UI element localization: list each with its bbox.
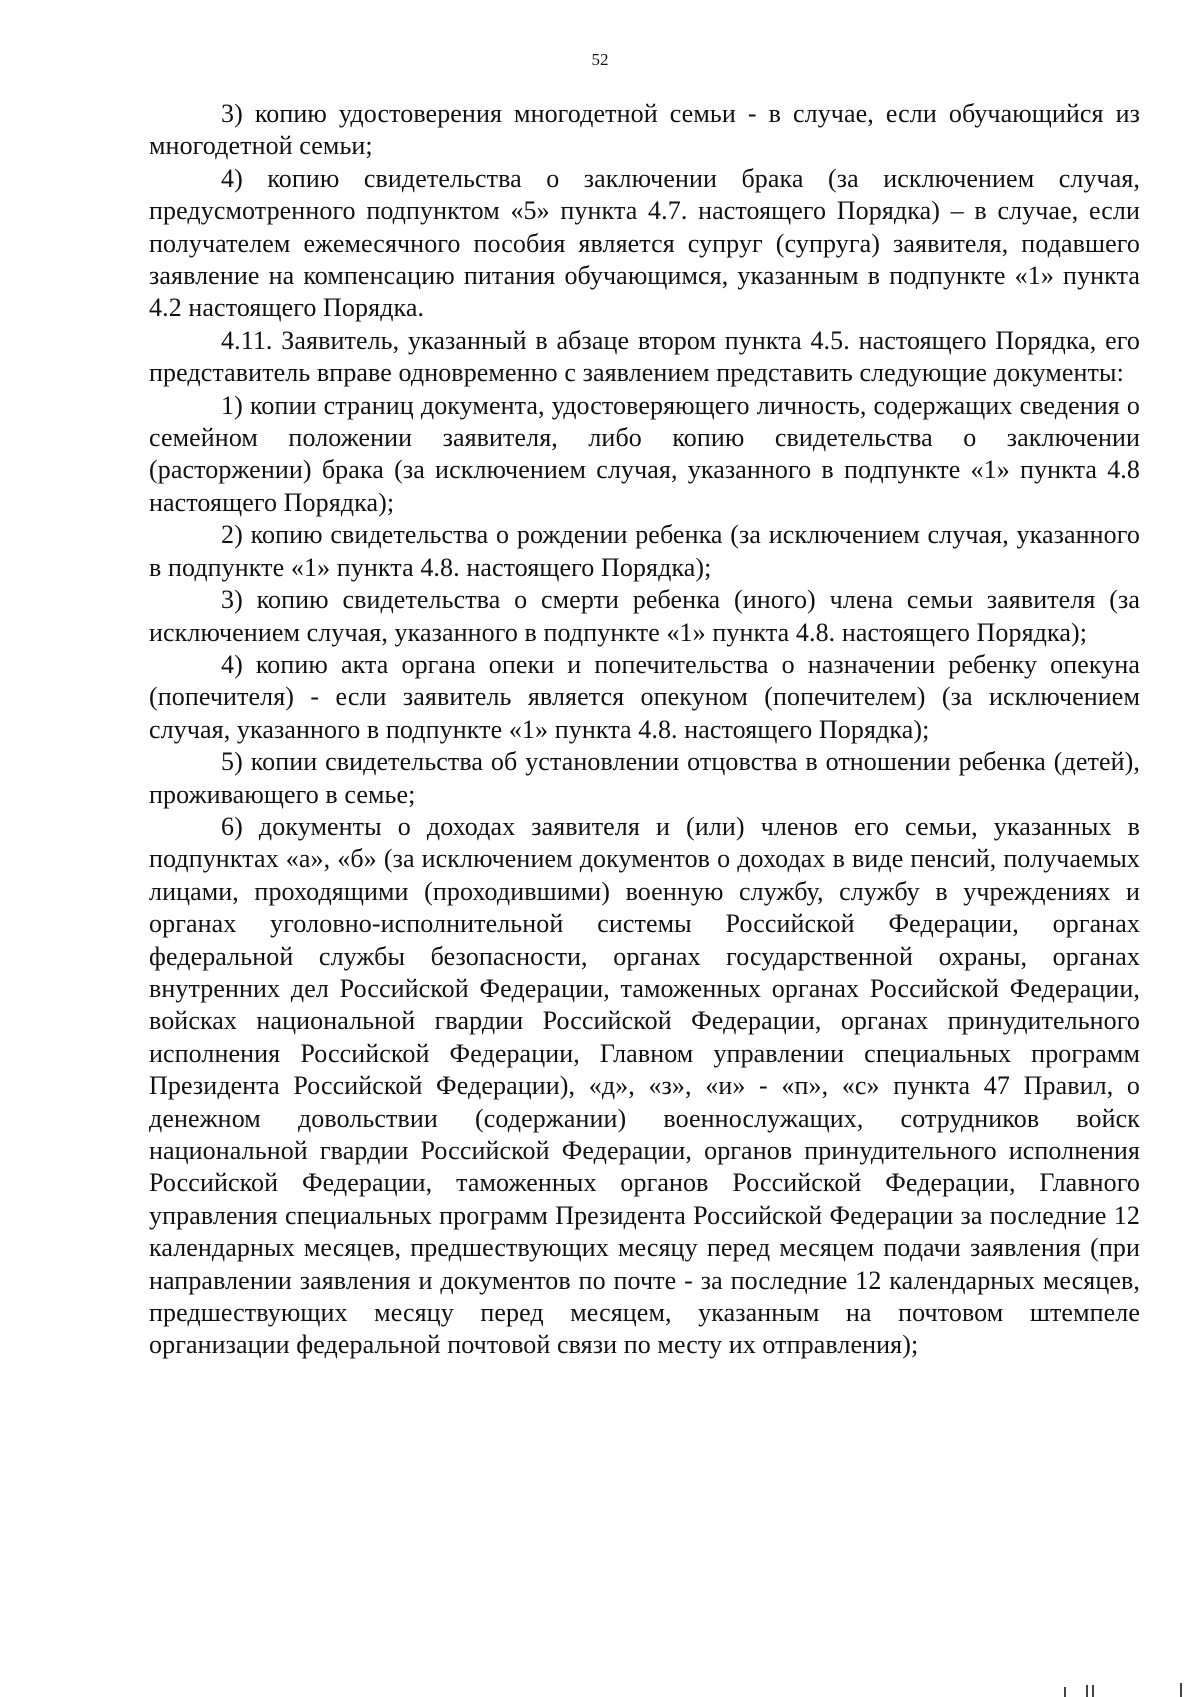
paragraph-item-2-birth-certificate: 2) копию свидетельства о рождении ребенка (за исключением случая, указанного в подпункте «1» пункта 4.8. настоящего Порядка); <box>149 520 1140 582</box>
paragraph-item-3-large-family: 3) копию удостоверения многодетной семьи - в случае, если обучающийся из многодетной семьи; <box>149 99 1140 161</box>
paragraph-item-4-marriage-certificate: 4) копию свидетельства о заключении брака (за исключением случая, предусмотренного подпунктом «5» пункта 4.7. настоящего Порядка) – в случае, если получателем ежемесячного пособия является супруг (супруга) заявителя, подавшего заявление на компенсацию питания обучающимся, указанным в подпункте «1» пункта 4.2 настоящего Порядка. <box>149 163 1140 323</box>
paragraph-item-1-identity-pages: 1) копии страниц документа, удостоверяющего личность, содержащих сведения о семейном положении заявителя, либо копию свидетельства о заключении (расторжении) брака (за исключением случая, указанного в подпункте «1» пункта 4.8 настоящего Порядка); <box>149 390 1140 517</box>
paragraph-item-3-death-certificate: 3) копию свидетельства о смерти ребенка (иного) члена семьи заявителя (за исключением случая, указанного в подпункте «1» пункта 4.8. настоящего Порядка); <box>149 585 1140 647</box>
scan-edge-marks <box>1060 1683 1190 1697</box>
document-body <box>149 98 1140 1362</box>
paragraph-item-4-guardianship-act: 4) копию акта органа опеки и попечительства о назначении ребенку опекуна (попечителя) - если заявитель является опекуном (попечителем) (за исключением случая, указанного в подпункте «1» пункта 4.8. настоящего Порядка); <box>149 649 1140 744</box>
paragraph-section-4-11: 4.11. Заявитель, указанный в абзаце втором пункта 4.5. настоящего Порядка, его представитель вправе одновременно с заявлением представить следующие документы: <box>149 325 1140 388</box>
paragraph-item-6-income-documents: 6) документы о доходах заявителя и (или) членов его семьи, указанных в подпунктах «а», «б» (за исключением документов о доходах в виде пенсий, получаемых лицами, проходящими (проходившими) военную службу, службу в учреждениях и органах уголовно-исполнительной системы Российской Федерации, органах федеральной службы безопасности, органах государственной охраны, органах внутренних дел Российской Федерации, таможенных органах Российской Федерации, войсках национальной гвардии Российской Федерации, органах принудительного исполнения Российской Федерации, Главном управлении специальных программ Президента Российской Федерации), «д», «з», «и» - «п», «с» пункта 47 Правил, о денежном довольствии (содержании) военнослужащих, сотрудников войск национальной гвардии Российской Федерации, органов принудительного исполнения Российской Федерации, таможенных органов Российской Федерации, Главного управления специальных программ Президента Российской Федерации за последние 12 календарных месяцев, предшествующих месяцу перед месяцем подачи заявления (при направлении заявления и документов по почте - за последние 12 календарных месяцев, предшествующих месяцу перед месяцем, указанным на почтовом штемпеле организации федеральной почтовой связи по месту их отправления); <box>149 811 1140 1360</box>
page-number: 52 <box>591 50 609 69</box>
paragraph-item-5-paternity-certificate: 5) копии свидетельства об установлении отцовства в отношении ребенка (детей), проживающего в семье; <box>149 747 1140 809</box>
